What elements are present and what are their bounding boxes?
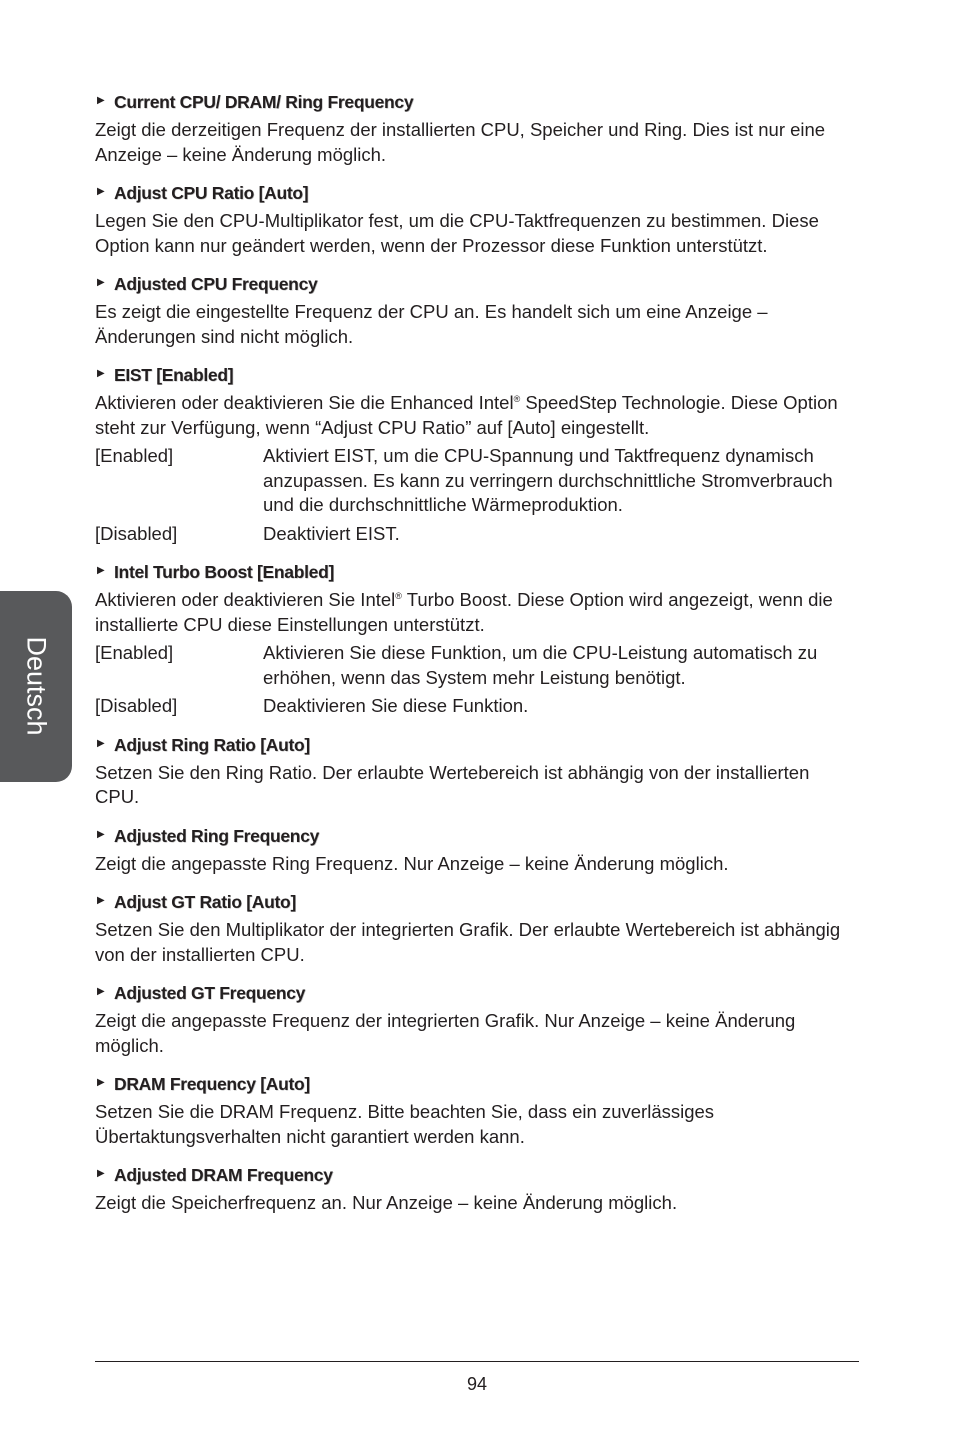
main-content <box>95 90 855 1230</box>
bullet-arrow-icon: ▶ <box>97 565 105 576</box>
bullet-arrow-icon: ▶ <box>97 186 105 197</box>
bullet-arrow-icon: ▶ <box>97 1077 105 1088</box>
section-adjusted-dram-frequency <box>95 1163 855 1216</box>
bullet-arrow-icon: ▶ <box>97 737 105 749</box>
section-adjusted-ring-frequency <box>95 824 855 877</box>
section-adjust-ring-ratio <box>95 733 855 810</box>
section-body: Es zeigt die eingestellte Frequenz der CPU an. Es handelt sich um eine Anzeige – Änderungen sind nicht möglich. <box>95 301 768 347</box>
bullet-arrow-icon: ▶ <box>97 368 105 379</box>
section-dram-frequency <box>95 1072 855 1149</box>
section-eist <box>95 363 855 546</box>
section-adjust-gt-ratio <box>95 890 855 967</box>
option-value: Deaktivieren Sie diese Funktion. <box>263 695 529 716</box>
bullet-arrow-icon: ▶ <box>97 828 105 840</box>
section-body: Zeigt die derzeitigen Frequenz der installierten CPU, Speicher und Ring. Dies ist nur eine Anzeige – keine Änderung möglich. <box>95 119 826 165</box>
language-side-tab <box>0 591 72 782</box>
section-heading: ▶ Adjusted CPU Frequency <box>97 274 318 294</box>
bullet-arrow-icon: ▶ <box>97 1168 105 1179</box>
option-key: [Disabled] <box>95 695 178 716</box>
section-body: Legen Sie den CPU-Multiplikator fest, um die CPU-Taktfrequenzen zu bestimmen. Diese Option kann nur geändert werden, wenn der Prozessor diese Funktion unterstützt. <box>95 210 819 256</box>
section-adjusted-cpu-frequency <box>95 272 855 349</box>
option-row <box>95 522 855 547</box>
bullet-arrow-icon: ▶ <box>97 895 105 906</box>
section-heading: ▶ Adjust GT Ratio [Auto] <box>97 892 296 912</box>
section-body: Zeigt die angepasste Ring Frequenz. Nur Anzeige – keine Änderung möglich. <box>95 852 729 874</box>
section-current-frequency <box>95 90 855 167</box>
page-number: 94 <box>466 1374 488 1394</box>
section-heading: ▶ Adjusted DRAM Frequency <box>97 1165 333 1185</box>
section-heading: ▶ DRAM Frequency [Auto] <box>97 1074 310 1094</box>
section-heading: ▶ Current CPU/ DRAM/ Ring Frequency <box>97 92 414 112</box>
section-adjusted-gt-frequency <box>95 981 855 1058</box>
section-intel-turbo-boost <box>95 560 855 719</box>
section-heading: ▶ Adjust Ring Ratio [Auto] <box>97 734 310 755</box>
option-value: Deaktiviert EIST. <box>263 522 400 544</box>
bullet-arrow-icon: ▶ <box>97 986 105 997</box>
section-body: Aktivieren oder deaktivieren Sie Intel® Turbo Boost. Diese Option wird angezeigt, wenn die installierte CPU diese Einstellungen unterstützt. <box>95 589 833 635</box>
option-row <box>95 694 855 719</box>
section-body: Setzen Sie die DRAM Frequenz. Bitte beachten Sie, dass ein zuverlässiges Übertaktungsverhalten nicht garantiert werden kann. <box>95 1101 715 1147</box>
section-heading: ▶ Adjust CPU Ratio [Auto] <box>97 183 309 203</box>
section-adjust-cpu-ratio <box>95 181 855 258</box>
option-value: Aktivieren Sie diese Funktion, um die CPU-Leistung automatisch zu erhöhen, wenn das System mehr Leistung benötigt. <box>263 642 818 688</box>
section-heading: ▶ Intel Turbo Boost [Enabled] <box>97 562 335 582</box>
section-body: Setzen Sie den Ring Ratio. Der erlaubte Wertebereich ist abhängig von der installierten CPU. <box>95 761 810 807</box>
option-row <box>95 641 855 690</box>
section-body: Setzen Sie den Multiplikator der integrierten Grafik. Der erlaubte Wertebereich ist abhängig von der installierten CPU. <box>95 919 841 965</box>
option-value: Aktiviert EIST, um die CPU-Spannung und Taktfrequenz dynamisch anzupassen. Es kann zu verringern durchschnittliche Stromverbrauch und die durchschnittliche Wärmeproduktion. <box>263 445 833 515</box>
bullet-arrow-icon: ▶ <box>97 95 105 106</box>
section-body: Aktivieren oder deaktivieren Sie die Enhanced Intel® SpeedStep Technologie. Diese Option steht zur Verfügung, wenn “Adjust CPU Ratio” auf [Auto] eingestellt. <box>95 392 838 438</box>
section-body: Zeigt die angepasste Frequenz der integrierten Grafik. Nur Anzeige – keine Änderung möglich. <box>95 1010 796 1056</box>
option-key: [Enabled] <box>95 445 174 466</box>
section-heading: ▶ Adjusted GT Frequency <box>97 983 306 1003</box>
option-list <box>95 641 855 719</box>
section-body: Zeigt die Speicherfrequenz an. Nur Anzeige – keine Änderung möglich. <box>95 1192 678 1213</box>
option-list <box>95 444 855 546</box>
bullet-arrow-icon: ▶ <box>97 277 105 288</box>
side-tab-label: Deutsch <box>21 636 52 736</box>
footer-divider <box>95 1361 859 1362</box>
option-key: [Enabled] <box>95 642 174 663</box>
section-heading: ▶ Adjusted Ring Frequency <box>97 825 320 846</box>
section-heading: ▶ EIST [Enabled] <box>97 365 234 385</box>
option-row <box>95 444 855 518</box>
option-key: [Disabled] <box>95 522 178 544</box>
